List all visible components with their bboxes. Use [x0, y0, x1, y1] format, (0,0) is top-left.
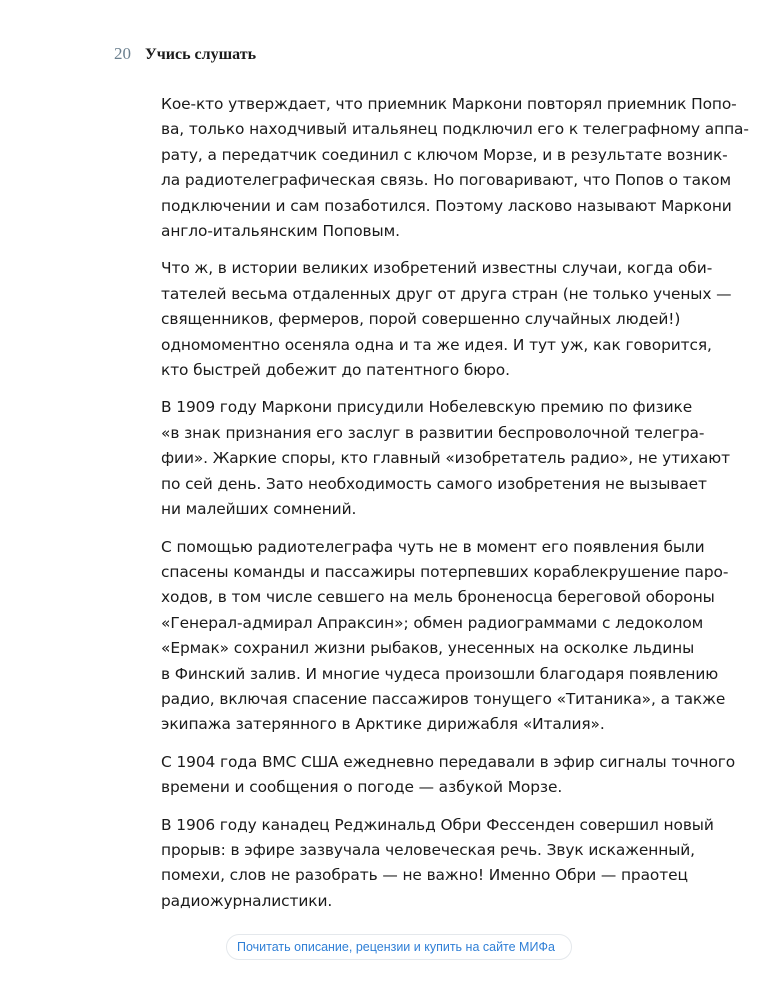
text-line: В 1906 году канадец Реджинальд Обри Фессенден совершил новый [161, 815, 714, 834]
text-line: ва, только находчивый итальянец подключил его к телеграфному аппа- [161, 120, 749, 139]
text-line: С помощью радиотелеграфа чуть не в момент его появления были [161, 537, 705, 556]
text-line: «Ермак» сохранил жизни рыбаков, унесенных на осколке льдины [161, 639, 695, 658]
text-line: фии». Жаркие споры, кто главный «изобретатель радио», не утихают [161, 449, 730, 468]
body-text [161, 92, 749, 926]
text-line: в Финский залив. И многие чудеса произошли благодаря появлению [161, 664, 719, 683]
text-line: подключении и сам позаботился. Поэтому ласково называют Маркони [161, 196, 732, 215]
text-line: радио, включая спасение пассажиров тонущего «Титаника», а также [161, 689, 726, 708]
text-line: англо-итальянским Поповым. [161, 222, 400, 241]
paragraph [161, 92, 749, 244]
text-line: времени и сообщения о погоде — азбукой Морзе. [161, 778, 563, 797]
text-line: С 1904 года ВМС США ежедневно передавали в эфир сигналы точного [161, 752, 736, 771]
text-line: Кое-кто утверждает, что приемник Маркони повторял приемник Попо- [161, 95, 737, 113]
text-line: рату, а передатчик соединил с ключом Морзе, и в результате возник- [161, 145, 728, 164]
text-line: спасены команды и пассажиры потерпевших кораблекрушение паро- [161, 562, 729, 581]
paragraph [161, 256, 732, 383]
text-line: по сей день. Зато необходимость самого изобретения не вызывает [161, 474, 707, 493]
text-line: тателей весьма отдаленных друг от друга стран (не только ученых — [161, 284, 732, 303]
buy-book-link[interactable]: Почитать описание, рецензии и купить на сайте МИФа [226, 934, 572, 960]
text-line: экипажа затерянного в Арктике дирижабля «Италия». [161, 715, 605, 734]
paragraph [161, 813, 714, 915]
text-line: ла радиотелеграфическая связь. Но поговаривают, что Попов о таком [161, 171, 732, 190]
page-number: 20 [114, 44, 131, 63]
text-line: священников, фермеров, порой совершенно случайных людей!) [161, 310, 681, 329]
text-line: ходов, в том числе севшего на мель броненосца береговой обороны [161, 588, 715, 607]
text-line: радиожурналистики. [161, 891, 333, 910]
paragraph [161, 750, 736, 801]
page-header [114, 44, 256, 64]
running-title: Учись слушать [145, 46, 257, 63]
text-line: «Генерал-адмирал Апраксин»; обмен радиограммами с ледоколом [161, 613, 704, 632]
text-line: помехи, слов не разобрать — не важно! Именно Обри — праотец [161, 866, 688, 885]
text-line: Что ж, в истории великих изобретений известны случаи, когда оби- [161, 259, 713, 278]
text-line: «в знак признания его заслуг в развитии беспроволочной телегра- [161, 423, 705, 442]
paragraph [161, 535, 729, 738]
text-line: кто быстрей добежит до патентного бюро. [161, 361, 510, 380]
text-line: прорыв: в эфире зазвучала человеческая речь. Звук искаженный, [161, 840, 695, 859]
paragraph [161, 395, 730, 522]
text-line: В 1909 году Маркони присудили Нобелевскую премию по физике [161, 398, 693, 417]
text-line: ни малейших сомнений. [161, 500, 357, 519]
text-line: одномоментно осеняла одна и та же идея. И тут уж, как говорится, [161, 335, 712, 354]
